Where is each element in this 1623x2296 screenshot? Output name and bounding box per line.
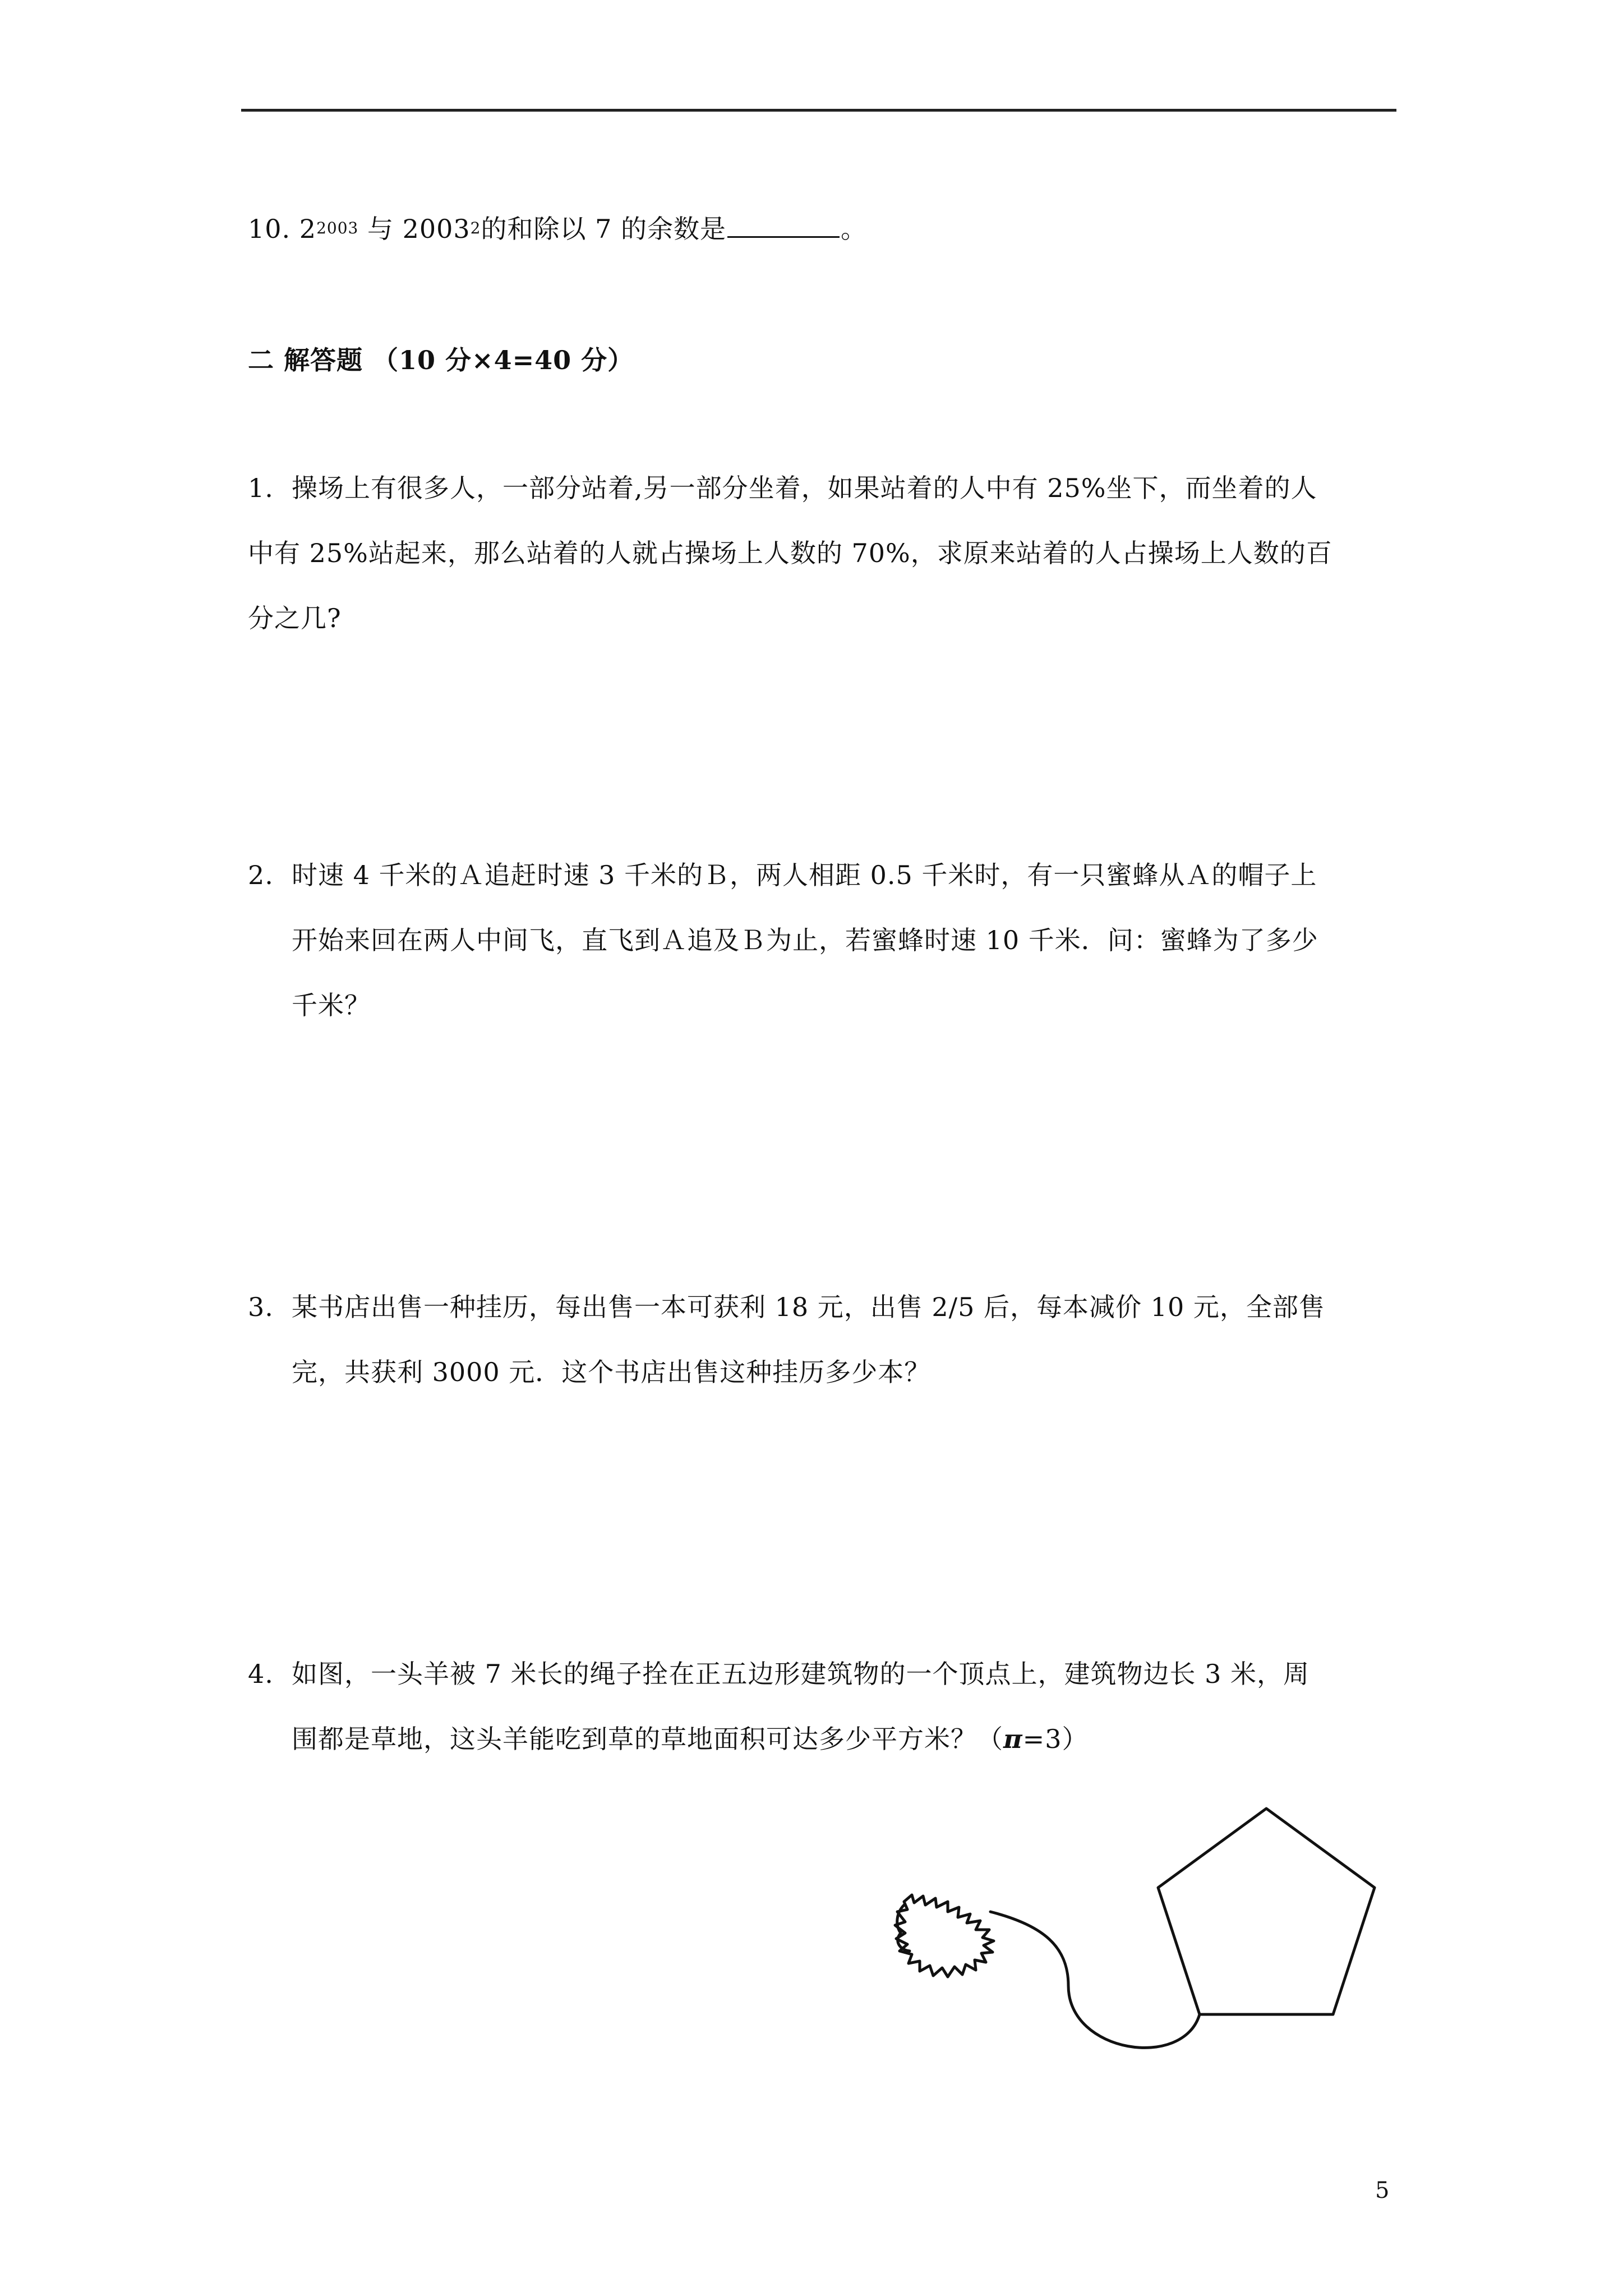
question-3-text: 某书店出售一种挂历，每出售一本可获利 18 元，出售 2/5 后，每本减价 10 元，全部售: [292, 1292, 1325, 1322]
question-2-line-3: 千米？: [292, 990, 371, 1020]
header-rule: [241, 109, 1396, 112]
question-10-text: 的和除以 7 的余数是: [481, 214, 726, 244]
pi-symbol: π: [1003, 1724, 1023, 1754]
question-4-line-2: [292, 1722, 1088, 1756]
question-2-number: 2.: [248, 860, 274, 890]
pentagon-figure: [875, 1784, 1402, 2064]
question-2-text: 时速 4 千米的Ａ追赶时速 3 千米的Ｂ，两人相距 0.5 千米时，有一只蜜蜂从Ａ的帽子上: [292, 860, 1317, 890]
question-2-line-1: [248, 858, 1317, 892]
exponent-b: 2: [470, 219, 481, 237]
question-3-number: 3.: [248, 1292, 274, 1322]
question-10: [248, 212, 867, 246]
question-10-end: 。: [841, 214, 867, 244]
question-1-number: 1.: [248, 473, 274, 503]
answer-blank[interactable]: [727, 214, 840, 238]
base-b: 2003: [402, 214, 471, 244]
question-1-line-2: 中有 25%站起来，那么站着的人就占操场上人数的 70%，求原来站着的人占操场上人数的百: [248, 538, 1332, 568]
question-4-line-1: [248, 1657, 1310, 1691]
question-4-text: 如图，一头羊被 7 米长的绳子拴在正五边形建筑物的一个顶点上，建筑物边长 3 米，周: [292, 1659, 1310, 1689]
rope: [990, 1912, 1200, 2047]
exponent-a: 2003: [316, 219, 359, 237]
question-4-text-2: 围都是草地，这头羊能吃到草的草地面积可达多少平方米？（: [292, 1724, 1003, 1754]
question-2-line-2: 开始来回在两人中间飞，直飞到Ａ追及Ｂ为止，若蜜蜂时速 10 千米．问：蜜蜂为了多少: [292, 925, 1318, 955]
question-10-number: 10.: [248, 214, 291, 244]
pentagon-building: [1158, 1809, 1375, 2014]
section-title: 二 解答题 （10 分×4=40 分）: [248, 345, 634, 375]
base-a: 2: [299, 214, 317, 244]
conjunction: 与: [367, 214, 394, 244]
sheep-icon: [895, 1895, 994, 1977]
page-number: 5: [1375, 2178, 1390, 2203]
question-3-line-1: [248, 1290, 1325, 1324]
question-1-line-3: 分之几?: [248, 603, 342, 633]
question-4-number: 4.: [248, 1659, 274, 1689]
question-3-line-2: 完，共获利 3000 元．这个书店出售这种挂历多少本？: [292, 1357, 931, 1387]
question-4-text-3: =3）: [1022, 1724, 1089, 1754]
question-1-text: 操场上有很多人，一部分站着,另一部分坐着，如果站着的人中有 25%坐下，而坐着的人: [292, 473, 1317, 503]
question-1-line-1: [248, 471, 1317, 505]
